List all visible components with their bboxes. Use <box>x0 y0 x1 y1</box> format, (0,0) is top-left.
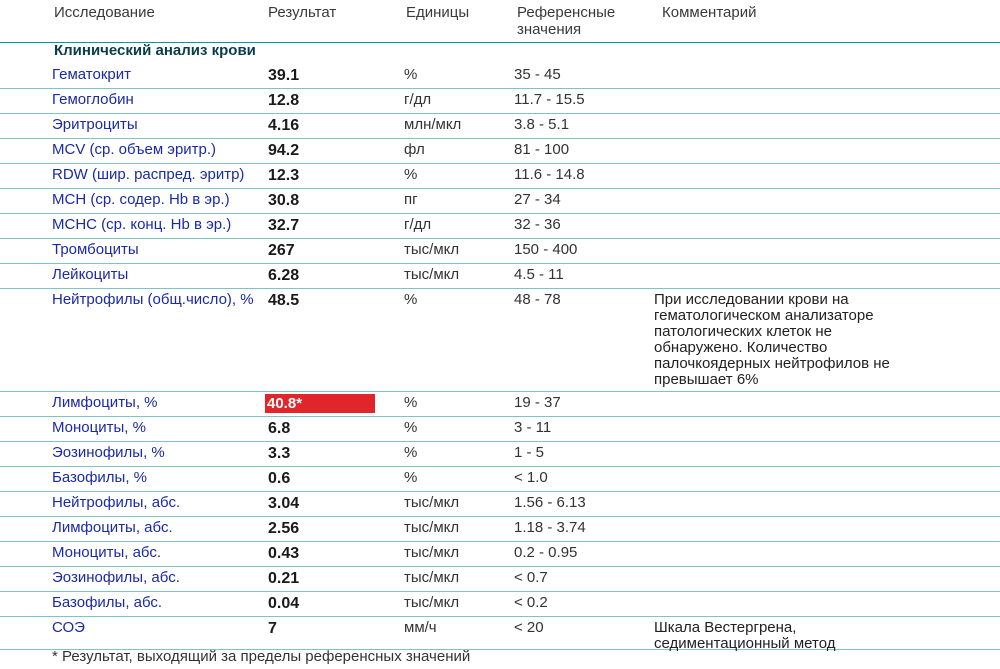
unit: % <box>404 66 418 83</box>
test-name: Нейтрофилы (общ.число), % <box>52 291 254 308</box>
result-value: 30.8 <box>268 192 300 209</box>
unit: % <box>404 394 418 411</box>
reference-range: 1.56 - 6.13 <box>514 494 586 511</box>
result-value: 94.2 <box>268 142 300 159</box>
result-value: 7 <box>268 620 277 637</box>
unit: г/дл <box>404 216 432 233</box>
reference-range: 19 - 37 <box>514 394 561 411</box>
reference-range: 1.18 - 3.74 <box>514 519 586 536</box>
unit: % <box>404 166 418 183</box>
test-name: Моноциты, абс. <box>52 544 162 561</box>
unit: мм/ч <box>404 619 437 636</box>
reference-range: < 0.2 <box>514 594 548 611</box>
comment: При исследовании крови на гематологическом анализаторе патологических клеток не обнаружено. Количество палочкоядерных нейтрофилов не превышает 6% <box>654 291 890 388</box>
result-value: 0.21 <box>268 570 300 587</box>
unit: % <box>404 419 418 436</box>
reference-range: 3 - 11 <box>514 419 552 436</box>
test-name: Базофилы, % <box>52 469 147 486</box>
table-header <box>0 0 1000 43</box>
header-reference-line2: значения <box>517 21 582 38</box>
reference-range: 4.5 - 11 <box>514 266 564 283</box>
reference-range: 150 - 400 <box>514 241 578 258</box>
reference-range: 32 - 36 <box>514 216 561 233</box>
reference-range: 11.7 - 15.5 <box>514 91 585 108</box>
unit: % <box>404 469 418 486</box>
unit: тыс/мкл <box>404 519 460 536</box>
table-row <box>0 442 1000 467</box>
result-value: 2.56 <box>268 520 300 537</box>
result-value: 0.43 <box>268 545 300 562</box>
table-row <box>0 64 1000 89</box>
reference-range: 1 - 5 <box>514 444 545 461</box>
reference-range: 0.2 - 0.95 <box>514 544 578 561</box>
unit: тыс/мкл <box>404 241 460 258</box>
table-row <box>0 542 1000 567</box>
table-row <box>0 517 1000 542</box>
table-row <box>0 492 1000 517</box>
reference-range: 48 - 78 <box>514 291 561 308</box>
table-row <box>0 114 1000 139</box>
test-name: Нейтрофилы, абс. <box>52 494 181 511</box>
test-name: MCHC (ср. конц. Hb в эр.) <box>52 216 232 233</box>
table-row <box>0 567 1000 592</box>
unit: тыс/мкл <box>404 266 460 283</box>
result-value: 267 <box>268 242 295 259</box>
test-name: Гематокрит <box>52 66 131 83</box>
reference-range: < 1.0 <box>514 469 548 486</box>
test-name: Эозинофилы, % <box>52 444 165 461</box>
test-name: RDW (шир. распред. эритр) <box>52 166 245 183</box>
reference-range: 3.8 - 5.1 <box>514 116 570 133</box>
unit: фл <box>404 141 425 158</box>
result-value: 12.3 <box>268 167 300 184</box>
header-test: Исследование <box>54 4 155 21</box>
reference-range: 11.6 - 14.8 <box>514 166 585 183</box>
table-row <box>0 89 1000 114</box>
unit: тыс/мкл <box>404 544 460 561</box>
reference-range: 35 - 45 <box>514 66 561 83</box>
table-row <box>0 467 1000 492</box>
test-name: Эозинофилы, абс. <box>52 569 180 586</box>
table-row <box>0 392 1000 417</box>
table-row <box>0 592 1000 617</box>
reference-range: < 20 <box>514 619 544 636</box>
comment: Шкала Вестергрена, седиментационный метод <box>654 619 836 652</box>
unit: тыс/мкл <box>404 494 460 511</box>
table-row <box>0 289 1000 392</box>
result-value: 48.5 <box>268 292 300 309</box>
header-result: Результат <box>268 4 337 21</box>
test-name: Базофилы, абс. <box>52 594 163 611</box>
table-row <box>0 139 1000 164</box>
table-row <box>0 239 1000 264</box>
result-value: 39.1 <box>268 67 300 84</box>
section-title: Клинический анализ крови <box>54 42 256 59</box>
result-value: 0.6 <box>268 470 291 487</box>
test-name: СОЭ <box>52 619 85 636</box>
test-name: Эритроциты <box>52 116 138 133</box>
test-name: Тромбоциты <box>52 241 139 258</box>
table-row <box>0 264 1000 289</box>
unit: % <box>404 444 418 461</box>
test-name: Гемоглобин <box>52 91 134 108</box>
results-table <box>0 64 1000 650</box>
result-value: 3.04 <box>268 495 300 512</box>
header-reference-line1: Референсные <box>517 4 616 21</box>
table-row <box>0 164 1000 189</box>
footnote: * Результат, выходящий за пределы референсных значений <box>52 648 471 665</box>
table-row <box>0 617 1000 650</box>
reference-range: 81 - 100 <box>514 141 570 158</box>
result-value: 12.8 <box>268 92 300 109</box>
test-name: MCV (ср. объем эритр.) <box>52 141 217 158</box>
header-comment: Комментарий <box>662 4 757 21</box>
test-name: Лимфоциты, % <box>52 394 158 411</box>
test-name: MCH (ср. содер. Hb в эр.) <box>52 191 230 208</box>
unit: пг <box>404 191 418 208</box>
header-reference <box>517 4 615 38</box>
result-value: 3.3 <box>268 445 291 462</box>
unit: % <box>404 291 418 308</box>
header-units: Единицы <box>406 4 470 21</box>
result-value: 32.7 <box>268 217 300 234</box>
unit: тыс/мкл <box>404 569 460 586</box>
result-value: 0.04 <box>268 595 300 612</box>
result-value: 6.28 <box>268 267 300 284</box>
unit: млн/мкл <box>404 116 462 133</box>
result-value: 4.16 <box>268 117 300 134</box>
result-value: 6.8 <box>268 420 291 437</box>
test-name: Лимфоциты, абс. <box>52 519 173 536</box>
unit: г/дл <box>404 91 432 108</box>
test-name: Лейкоциты <box>52 266 129 283</box>
table-row <box>0 189 1000 214</box>
reference-range: < 0.7 <box>514 569 548 586</box>
table-row <box>0 417 1000 442</box>
reference-range: 27 - 34 <box>514 191 561 208</box>
table-row <box>0 214 1000 239</box>
unit: тыс/мкл <box>404 594 460 611</box>
flagged-result-value: 40.8* <box>265 394 375 413</box>
test-name: Моноциты, % <box>52 419 146 436</box>
